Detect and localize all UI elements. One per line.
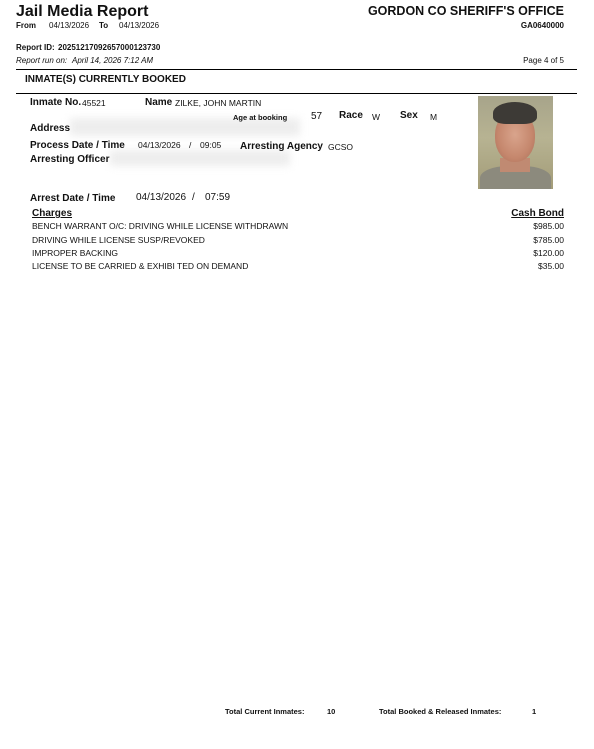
inmate-photo [478,96,553,189]
charge-bond: $120.00 [533,248,564,258]
process-date: 04/13/2026 [138,140,181,150]
report-id: 20251217092657000123730 [58,43,161,52]
charge-bond: $35.00 [538,261,564,271]
race-value: W [372,112,381,122]
arrest-time: 07:59 [205,192,231,203]
charge-bond: $985.00 [533,221,564,231]
total-released-label: Total Booked & Released Inmates: [379,707,502,716]
agency-label: Arresting Agency [240,141,323,152]
sex-label: Sex [400,110,418,121]
run-on-date: April 14, 2026 7:12 AM [72,56,154,65]
to-label: To [99,21,109,30]
office-name: GORDON CO SHERIFF'S OFFICE [367,4,564,18]
inmate-number: 45521 [82,98,106,108]
arrest-label: Arrest Date / Time [30,193,116,204]
from-label: From [16,21,36,30]
name-label: Name [145,97,173,108]
section-title: INMATE(S) CURRENTLY BOOKED [25,74,186,85]
report-title: Jail Media Report [16,3,149,20]
page-number: Page 4 of 5 [523,56,564,65]
charge-description: LICENSE TO BE CARRIED & EXHIBI TED ON DEMAND [32,261,249,271]
to-date: 04/13/2026 [119,21,160,30]
age-value: 57 [311,111,323,122]
redacted-officer [110,150,290,166]
charge-description: BENCH WARRANT O/C: DRIVING WHILE LICENSE WITHDRAWN [32,221,289,231]
section-divider [16,93,577,94]
ori-code: GA0640000 [520,21,564,30]
age-label: Age at booking [233,113,288,122]
inmate-number-label: Inmate No. [30,97,82,108]
header-divider [16,69,577,70]
report-id-label: Report ID: [16,43,55,52]
cash-bond-header: Cash Bond [511,208,564,219]
total-released-value: 1 [532,707,537,716]
arrest-separator: / [192,192,195,203]
charge-description: IMPROPER BACKING [32,248,118,258]
from-date: 04/13/2026 [49,21,90,30]
charge-description: DRIVING WHILE LICENSE SUSP/REVOKED [32,235,205,245]
process-time: 09:05 [200,140,222,150]
agency-value: GCSO [328,142,354,152]
process-separator: / [189,140,192,150]
race-label: Race [339,110,363,121]
arrest-date: 04/13/2026 [136,192,187,203]
address-label: Address [30,123,71,134]
process-label: Process Date / Time [30,140,125,151]
total-current-label: Total Current Inmates: [225,707,305,716]
charge-bond: $785.00 [533,235,564,245]
charges-header: Charges [32,208,73,219]
sex-value: M [430,112,438,122]
total-current-value: 10 [327,707,336,716]
inmate-name: ZILKE, JOHN MARTIN [175,98,262,108]
run-on-label: Report run on: [16,56,68,65]
officer-label: Arresting Officer [30,154,110,165]
